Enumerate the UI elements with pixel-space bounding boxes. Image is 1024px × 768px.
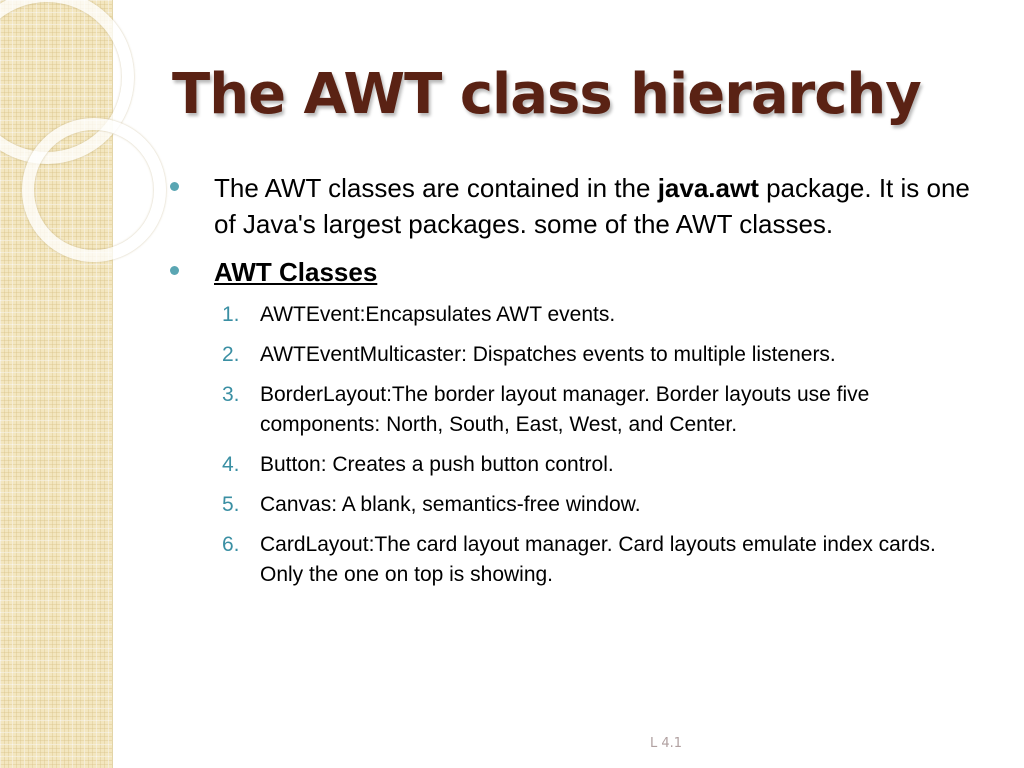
list-number: 1. [222,303,240,326]
list-item-text: BorderLayout:The border layout manager. Border layouts use five components: North, South, East, West, and Center. [260,383,870,436]
bullet-item [170,254,990,290]
list-number: 6. [222,533,240,556]
list-item [222,300,990,330]
section-heading: AWT Classes [214,257,378,287]
decorative-ring-icon [22,118,166,262]
list-item-text: AWTEvent:Encapsulates AWT events. [260,303,616,326]
bullet-item [170,170,990,242]
list-number: 4. [222,453,240,476]
slide-content [170,170,990,600]
list-item [222,340,990,370]
bullet-dot-icon [170,182,179,191]
list-item [222,530,990,590]
list-number: 3. [222,383,240,406]
list-item [222,490,990,520]
bullet-text [214,170,989,242]
list-item-text: Canvas: A blank, semantics-free window. [260,493,641,516]
list-item-text: CardLayout:The card layout manager. Card layouts emulate index cards. Only the one on top is showing. [260,533,936,586]
bullet-dot-icon [170,266,179,275]
list-item [222,450,990,480]
list-item-text: AWTEventMulticaster: Dispatches events to multiple listeners. [260,343,836,366]
class-list [170,300,990,590]
slide-title: The AWT class hierarchy [172,62,921,127]
bullet-text-after: package. It is one of Java's largest packages. some of the AWT classes. [214,173,970,239]
list-item [222,380,990,440]
list-number: 5. [222,493,240,516]
list-item-text: Button: Creates a push button control. [260,453,614,476]
sidebar-pattern [0,0,113,768]
package-name: java.awt [657,173,759,203]
bullet-text-before: The AWT classes are contained in the [214,173,658,203]
list-number: 2. [222,343,240,366]
slide-footer: L 4.1 [650,736,683,751]
